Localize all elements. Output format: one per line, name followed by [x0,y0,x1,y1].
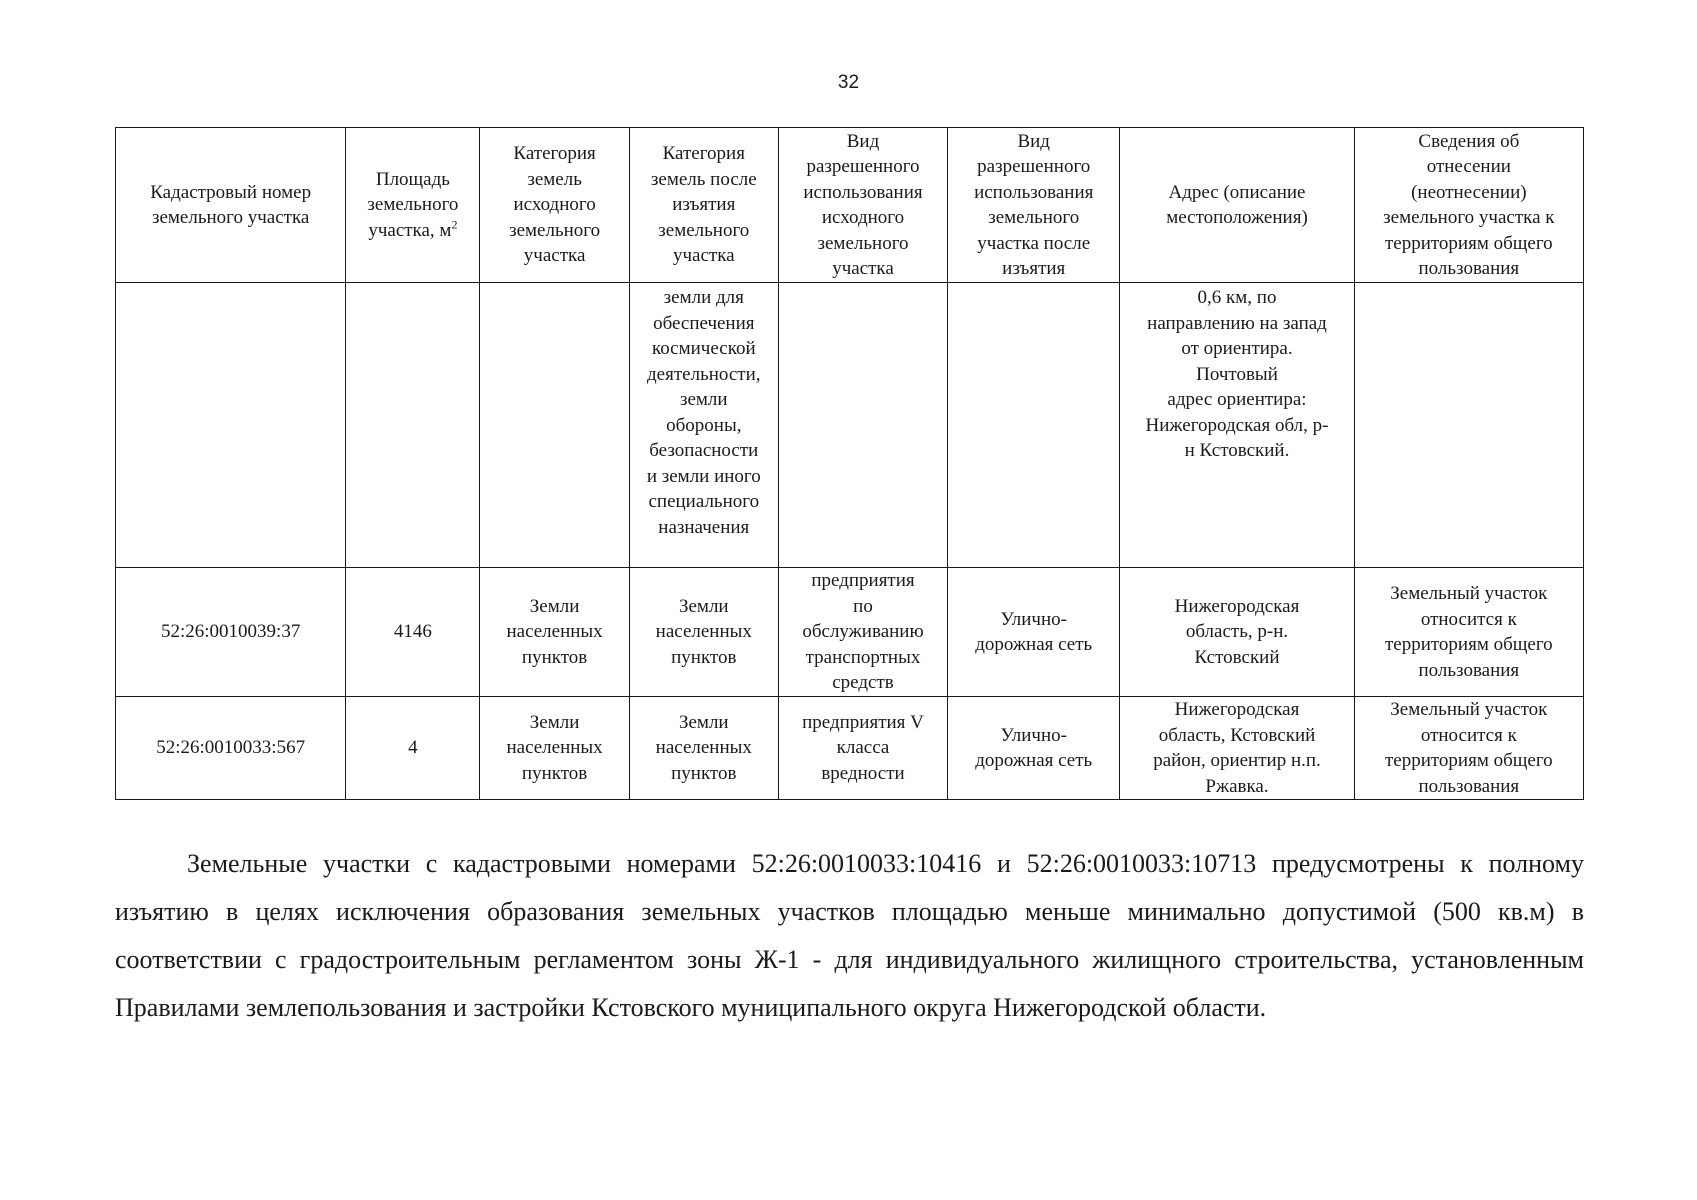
cell-category-initial: Земли населенных пунктов [480,568,629,697]
area-unit-exponent: 2 [451,217,458,232]
table-header [116,128,1584,283]
table-row [116,697,1584,800]
header-use-after: Вид разрешенного использования земельного участка после изъятия [948,128,1120,283]
cell-use-initial: предприятия V класса вредности [778,697,947,800]
cell-category-after: земли для обеспечения космической деятельности, земли обороны, безопасности и земли иного специального назначения [629,283,778,568]
cell-cadastral-number: 52:26:0010039:37 [116,568,346,697]
table-row-continuation [116,283,1584,568]
header-use-initial: Вид разрешенного использования исходного земельного участка [778,128,947,283]
cell-use-initial [778,283,947,568]
cell-common-use [1354,283,1583,568]
cell-category-initial [480,283,629,568]
header-area: Площадь земельного участка, $м^2$ [346,128,480,283]
cell-category-initial: Земли населенных пунктов [480,697,629,800]
cell-category-after: Земли населенных пунктов [629,568,778,697]
header-address: Адрес (описание местоположения) [1120,128,1354,283]
cell-use-initial: предприятия по обслуживанию транспортных средств [778,568,947,697]
cell-cadastral-number: 52:26:0010033:567 [116,697,346,800]
cell-area: 4 [346,697,480,800]
header-row [116,128,1584,283]
cell-area [346,283,480,568]
cell-common-use: Земельный участок относится к территориям общего пользования [1354,697,1583,800]
table-row [116,568,1584,697]
header-category-after: Категория земель после изъятия земельного участка [629,128,778,283]
cell-use-after: Улично- дорожная сеть [948,568,1120,697]
page-number: 32 [837,72,860,93]
header-category-initial: Категория земель исходного земельного участка [480,128,629,283]
header-common-use: Сведения об отнесении (неотнесении) земельного участка к территориям общего пользования [1354,128,1583,283]
land-parcels-table [115,127,1584,800]
cell-address: Нижегородская область, Кстовский район, ориентир н.п. Ржавка. [1120,697,1354,800]
body-paragraph: Земельные участки с кадастровыми номерами 52:26:0010033:10416 и 52:26:0010033:10713 предусмотрены к полному изъятию в целях исключения образования земельных участков площадью меньше минимально допустимой (500 кв.м) в соответствии с градостроительным регламентом зоны Ж-1 - для индивидуального жилищного строительства, установленным Правилами землепользования и застройки Кстовского муниципального округа Нижегородской области. [115,849,1584,1022]
header-cadastral-number: Кадастровый номер земельного участка [116,128,346,283]
cell-use-after: Улично- дорожная сеть [948,697,1120,800]
cell-address: 0,6 км, по направлению на запад от ориентира. Почтовый адрес ориентира: Нижегородская обл, р- н Кстовский. [1120,283,1354,568]
cell-common-use: Земельный участок относится к территориям общего пользования [1354,568,1583,697]
cell-category-after: Земли населенных пунктов [629,697,778,800]
cell-cadastral-number [116,283,346,568]
table-body [116,283,1584,800]
cell-area: 4146 [346,568,480,697]
cell-use-after [948,283,1120,568]
cell-address: Нижегородская область, р-н. Кстовский [1120,568,1354,697]
